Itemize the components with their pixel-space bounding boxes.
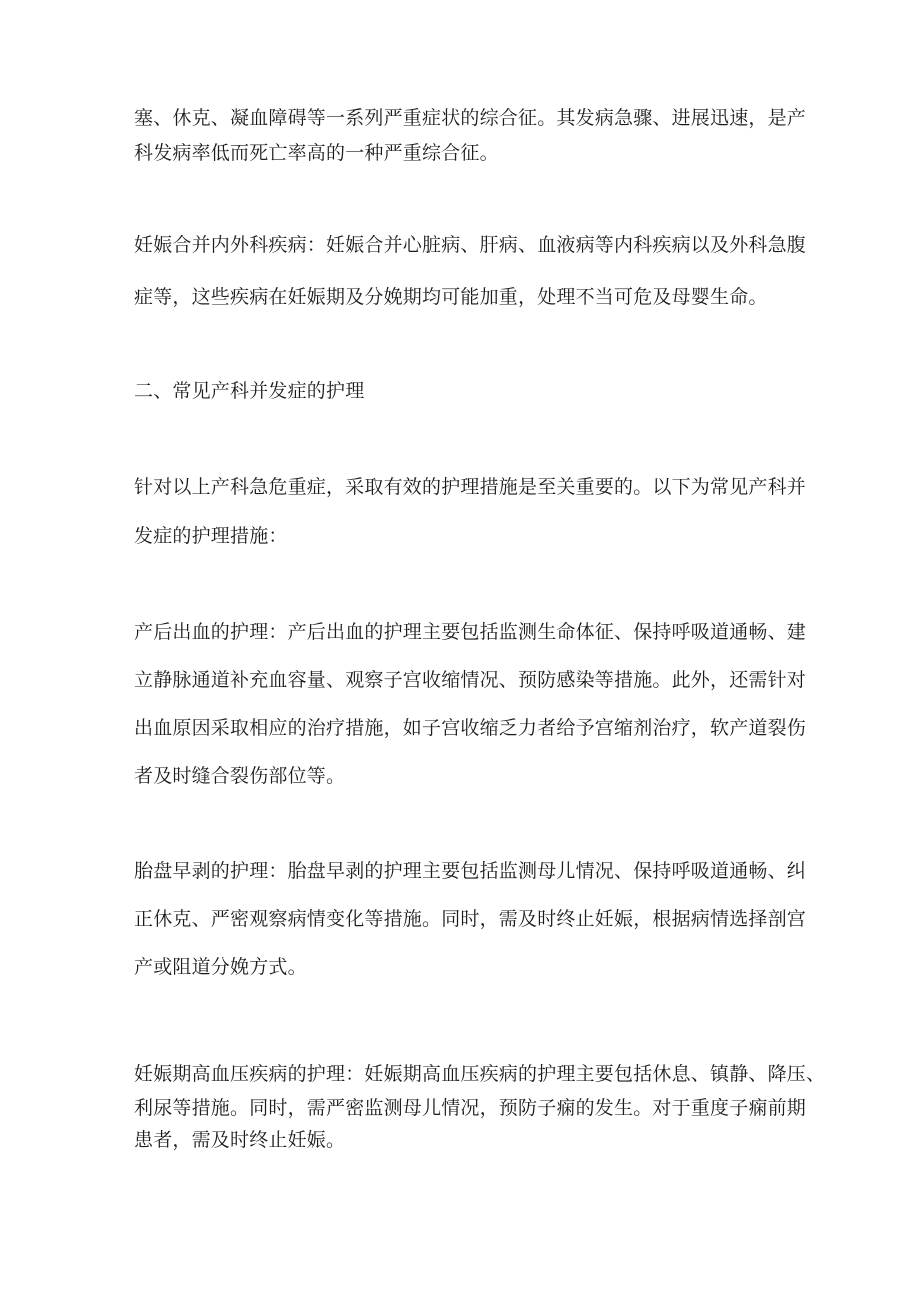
paragraph-intro-line-1: 塞、休克、凝血障碍等一系列严重症状的综合征。其发病急骤、进展迅速，是产: [134, 107, 807, 129]
paragraph-medical-surgical-line-1: 妊娠合并内外科疾病：妊娠合并心脏病、肝病、血液病等内科疾病以及外科急腹: [134, 234, 807, 256]
paragraph-hemorrhage-line-2: 立静脉通道补充血容量、观察子宫收缩情况、预防感染等措施。此外，还需针对: [134, 669, 807, 691]
section-heading: 二、常见产科并发症的护理: [134, 380, 365, 402]
paragraph-hypertension-line-2: 利尿等措施。同时，需严密监测母儿情况，预防子痫的发生。对于重度子痫前期: [134, 1097, 807, 1119]
paragraph-hemorrhage-line-1: 产后出血的护理：产后出血的护理主要包括监测生命体征、保持呼吸道通畅、建: [134, 621, 807, 643]
paragraph-nursing-intro-line-1: 针对以上产科急危重症，采取有效的护理措施是至关重要的。以下为常见产科并: [134, 476, 807, 498]
paragraph-abruption-line-2: 正休克、严密观察病情变化等措施。同时，需及时终止妊娠，根据病情选择剖宫: [134, 908, 807, 930]
paragraph-intro-line-2: 科发病率低而死亡率高的一种严重综合征。: [134, 142, 499, 164]
paragraph-abruption-line-1: 胎盘早剥的护理：胎盘早剥的护理主要包括监测母儿情况、保持呼吸道通畅、纠: [134, 860, 807, 882]
paragraph-abruption-line-3: 产或阻道分娩方式。: [134, 956, 307, 978]
paragraph-hypertension-line-3: 患者，需及时终止妊娠。: [134, 1129, 346, 1151]
paragraph-medical-surgical-line-2: 症等，这些疾病在妊娠期及分娩期均可能加重，处理不当可危及母婴生命。: [134, 286, 768, 308]
paragraph-hemorrhage-line-4: 者及时缝合裂伤部位等。: [134, 765, 346, 787]
paragraph-nursing-intro-line-2: 发症的护理措施：: [134, 525, 288, 547]
paragraph-hemorrhage-line-3: 出血原因采取相应的治疗措施，如子宫收缩乏力者给予宫缩剂治疗，软产道裂伤: [134, 717, 807, 739]
paragraph-hypertension-line-1: 妊娠期高血压疾病的护理：妊娠期高血压疾病的护理主要包括休息、镇静、降压、: [134, 1063, 826, 1085]
